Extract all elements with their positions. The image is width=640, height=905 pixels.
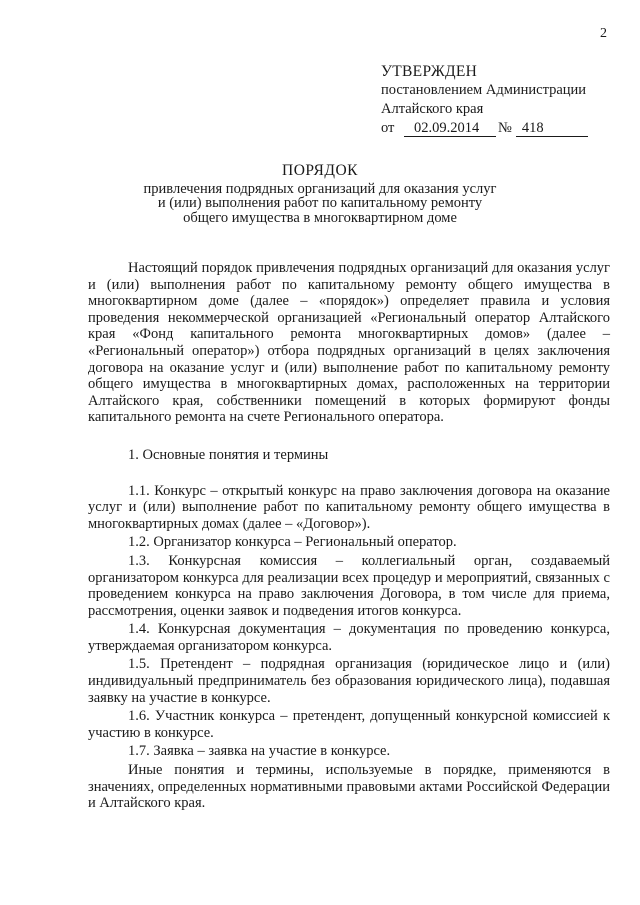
closing-paragraph: Иные понятия и термины, используемые в порядке, применяются в значениях, определенных нормативными правовыми актами Российской Федерации и Алтайского края. [88, 762, 610, 812]
term-1-6: 1.6. Участник конкурса – претендент, допущенный конкурсной комиссией к участию в конкурсе. [88, 708, 610, 741]
section-1-title: 1. Основные понятия и термины [128, 446, 329, 463]
approval-line-1: постановлением Администрации [381, 82, 587, 98]
document-subtitle-line-1: привлечения подрядных организаций для оказания услуг [143, 180, 497, 197]
document-title: ПОРЯДОК [282, 162, 358, 179]
document-subtitle-line-3: общего имущества в многоквартирном доме [183, 209, 457, 226]
term-1-4: 1.4. Конкурсная документация – документация по проведению конкурса, утверждаемая организатором конкурса. [88, 621, 610, 654]
approval-date-row [381, 119, 588, 138]
number-sign: № [498, 120, 512, 136]
term-1-7: 1.7. Заявка – заявка на участие в конкурсе. [128, 743, 391, 760]
term-1-3: 1.3. Конкурсная комиссия – коллегиальный орган, создаваемый организатором конкурса для реализации всех процедур и мероприятий, связанных с проведением конкурса на право заключения Договора, в том числе для приема, рассмотрения, оценки заявок и подведения итогов конкурса. [88, 552, 610, 619]
intro-paragraph: Настоящий порядок привлечения подрядных организаций для оказания услуг и (или) выполнения работ по капитальному ремонту общего имущества в многоквартирном доме (далее – «порядок») определяет правила и условия проведения некоммерческой организацией «Региональный оператор Алтайского края «Фонд капитального ремонта многоквартирных домов» (далее – «Региональный оператор») отбора подрядных организаций в целях заключения договора на оказание услуг и (или) выполнение работ по капитальному ремонту общего имущества в многоквартирных домах, расположенных на территории Алтайского края, собственники помещений в которых формируют фонды капитального ремонта на счете Регионального оператора. [88, 260, 610, 426]
approval-line-2: Алтайского края [381, 101, 484, 117]
approval-date: 02.09.2014 [404, 121, 496, 137]
page-number: 2 [600, 26, 607, 41]
approval-number: 418 [516, 121, 588, 137]
approval-stamp [381, 62, 588, 138]
approval-heading: УТВЕРЖДЕН [381, 63, 478, 80]
document-subtitle-line-2: и (или) выполнения работ по капитальному ремонту [157, 195, 483, 211]
date-prefix: от [381, 120, 395, 136]
document-body [88, 260, 610, 814]
document-title-block [0, 164, 640, 225]
term-1-1: 1.1. Конкурс – открытый конкурс на право заключения договора на оказание услуг и (или) выполнение работ по капитальному ремонту общего имущества в многоквартирных домах (далее – «Договор»). [88, 482, 610, 532]
term-1-2: 1.2. Организатор конкурса – Региональный оператор. [128, 534, 457, 551]
term-1-5: 1.5. Претендент – подрядная организация (юридическое лицо и (или) индивидуальный предприниматель без образования юридического лица), подавшая заявку на участие в конкурсе. [88, 656, 610, 706]
